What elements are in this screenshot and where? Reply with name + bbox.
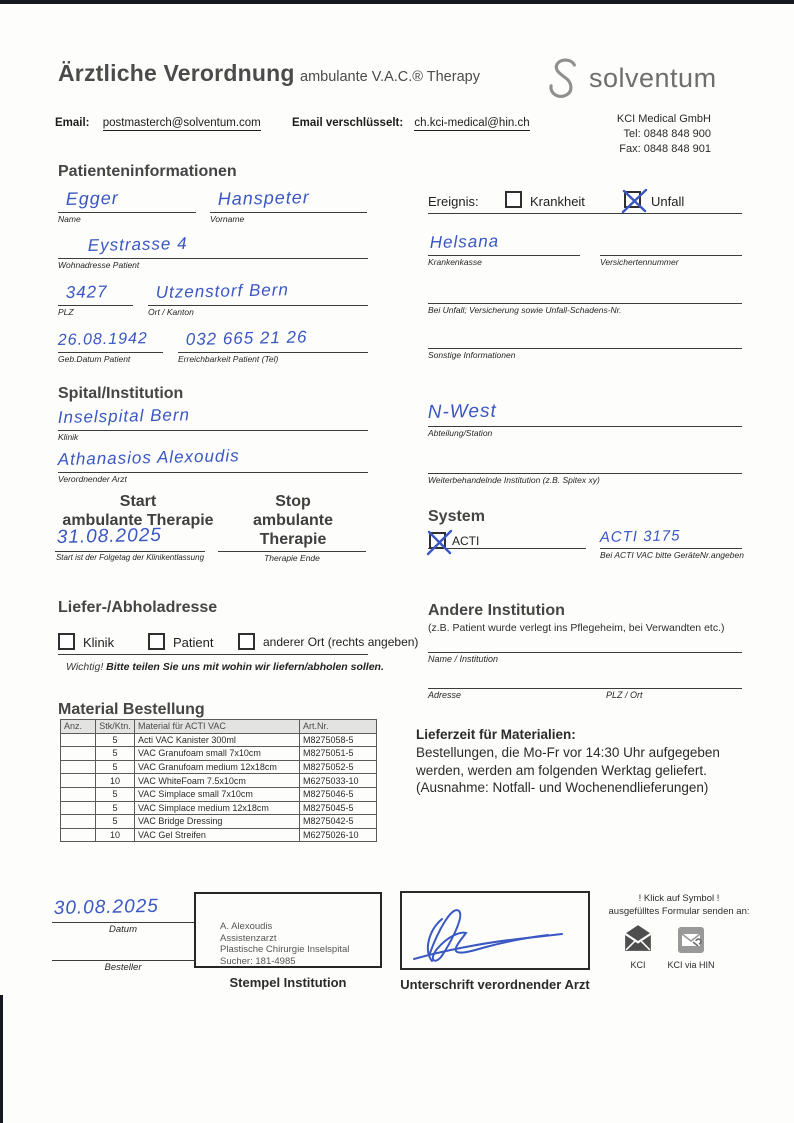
cell-material: VAC Simplace small 7x10cm (135, 787, 300, 801)
field-datum (52, 893, 194, 935)
field-versichertennummer (600, 229, 742, 267)
email-link[interactable]: postmasterch@solventum.com (102, 117, 261, 129)
handwritten-gebdatum: 26.08.1942 (57, 330, 149, 350)
material-table-header-row (61, 720, 377, 734)
col-header-stk: Stk/Ktn. (96, 720, 135, 734)
cell-material: VAC Granufoam small 7x10cm (135, 747, 300, 761)
field-geraetenr (599, 522, 744, 560)
cell-material: VAC Gel Streifen (135, 828, 300, 842)
email-encrypted-link[interactable]: ch.kci-medical@hin.ch (414, 117, 530, 129)
checkbox-unfall-label: Unfall (651, 194, 685, 209)
cell-material: Acti VAC Kanister 300ml (135, 733, 300, 747)
start-heading-line1: Start (119, 493, 157, 510)
checkbox-liefer-anderer-ort[interactable] (238, 633, 255, 650)
section-spital-heading: Spital/Institution (58, 385, 184, 402)
lieferzeit-line3: (Ausnahme: Notfall- und Wochenendlieferungen) (416, 780, 709, 795)
field-weiterbehandelnde (428, 447, 742, 485)
checkbox-acti[interactable] (429, 532, 446, 549)
handwritten-telefon: 032 665 21 26 (185, 327, 308, 350)
cell-material: VAC Bridge Dressing (135, 815, 300, 829)
cell-stk: 10 (96, 774, 135, 788)
company-fax: Fax: 0848 848 901 (619, 143, 711, 155)
col-header-artnr: Art.Nr. (300, 720, 377, 734)
section-system-heading: System (428, 508, 485, 525)
table-row (61, 828, 377, 842)
send-instructions (606, 893, 752, 918)
table-row (61, 760, 377, 774)
email-encrypted-label: Email verschlüsselt: (291, 117, 404, 129)
andere-subtitle: (z.B. Patient wurde verlegt ins Pflegeheim, bei Verwandten etc.) (428, 622, 725, 634)
table-row (61, 815, 377, 829)
field-label-geraetenr: Bei ACTI VAC bitte GeräteNr.angeben (600, 550, 744, 560)
handwritten-datum: 30.08.2025 (53, 895, 160, 920)
col-header-material: Material für ACTI VAC (135, 720, 300, 734)
field-krankenkasse (428, 229, 580, 267)
cell-stk: 5 (96, 747, 135, 761)
field-label-klinik: Klinik (58, 432, 79, 442)
kci-via-hin-envelope-icon[interactable] (677, 926, 705, 954)
field-start-therapie (55, 524, 205, 562)
field-unfall-schadens-nr (428, 277, 742, 315)
email-row (55, 117, 530, 129)
field-wohnadresse (58, 232, 368, 270)
handwritten-name: Egger (65, 187, 120, 210)
checkbox-liefer-klinik-label: Klinik (83, 635, 115, 650)
field-andere-name (428, 626, 742, 664)
table-row (61, 733, 377, 747)
acti-line (428, 548, 586, 549)
checkbox-liefer-anderer-ort-label: anderer Ort (rechts angeben) (263, 635, 419, 649)
field-label-andere-name: Name / Institution (428, 654, 499, 664)
solventum-s-icon (545, 53, 583, 103)
field-abteilung (427, 400, 742, 438)
field-label-plz: PLZ (58, 307, 74, 317)
cell-anz (61, 774, 96, 788)
handwritten-plz: 3427 (65, 282, 108, 303)
checkbox-liefer-patient[interactable] (148, 633, 165, 650)
cell-stk: 5 (96, 801, 135, 815)
lieferzeit-line2: werden, werden am folgenden Werktag geliefert. (416, 762, 707, 778)
company-name: KCI Medical GmbH (616, 113, 711, 125)
field-telefon (178, 326, 368, 364)
checkbox-acti-label: ACTI (452, 534, 480, 548)
cell-anz (61, 747, 96, 761)
cell-material: VAC WhiteFoam 7.5x10cm (135, 774, 300, 788)
scan-artifact-top (0, 0, 794, 4)
field-vorname (210, 186, 367, 224)
form-subtitle: ambulante V.A.C.® Therapy (300, 69, 480, 85)
field-label-telefon: Erreichbarkeit Patient (Tel) (178, 354, 279, 364)
field-klinik (57, 404, 368, 442)
cell-artnr: M8275045-5 (300, 801, 377, 815)
cell-stk: 5 (96, 760, 135, 774)
company-contact-block (545, 112, 711, 157)
cell-anz (61, 760, 96, 774)
handwritten-geraetenr: ACTI 3175 (599, 527, 681, 546)
col-header-anz: Anz. (61, 720, 96, 734)
table-row (61, 801, 377, 815)
checkbox-liefer-patient-label: Patient (173, 635, 214, 650)
table-row (61, 787, 377, 801)
cell-artnr: M8275046-5 (300, 787, 377, 801)
cell-artnr: M6275033-10 (300, 774, 377, 788)
field-label-unfall-schadens-nr: Bei Unfall; Versicherung sowie Unfall-Schadens-Nr. (428, 305, 622, 315)
field-label-sonstige-informationen: Sonstige Informationen (428, 350, 516, 360)
cell-artnr: M8275058-5 (300, 733, 377, 747)
handwritten-start-datum: 31.08.2025 (56, 524, 163, 549)
kci-envelope-icon[interactable] (623, 924, 653, 952)
liefer-note-prefix: Wichtig! (66, 661, 104, 673)
email-label: Email: (55, 117, 90, 129)
section-patient-heading: Patienteninformationen (58, 163, 237, 180)
ereignis-label: Ereignis: (428, 194, 479, 209)
liefer-note-text: Bitte teilen Sie uns mit wohin wir liefern/abholen sollen. (103, 661, 384, 673)
form-title: Ärztliche Verordnung (58, 60, 295, 86)
cell-anz (61, 787, 96, 801)
cell-stk: 5 (96, 815, 135, 829)
liefer-note (66, 661, 384, 673)
institution-stamp (194, 892, 382, 968)
stamp-line: Sucher: 181-4985 (220, 955, 296, 967)
field-label-stop: Therapie Ende (264, 553, 320, 563)
field-label-besteller: Besteller (104, 962, 142, 973)
section-andere-heading: Andere Institution (428, 602, 565, 619)
field-label-andere-plz: PLZ / Ort (606, 690, 643, 700)
lieferzeit-title: Lieferzeit für Materialien: (416, 727, 576, 742)
cell-stk: 5 (96, 787, 135, 801)
field-label-ort: Ort / Kanton (148, 307, 194, 317)
checkbox-check-mark (620, 187, 650, 215)
kci-icon-label: KCI (630, 960, 646, 970)
handwritten-abteilung: N-West (427, 400, 497, 424)
liefer-divider (58, 654, 368, 655)
cell-anz (61, 815, 96, 829)
field-label-krankenkasse: Krankenkasse (428, 257, 482, 267)
handwritten-ort: Utzenstorf Bern (155, 280, 290, 303)
checkbox-liefer-klinik[interactable] (58, 633, 75, 650)
cell-stk: 5 (96, 733, 135, 747)
field-label-wohnadresse: Wohnadresse Patient (58, 260, 140, 270)
solventum-logo (545, 53, 717, 103)
checkbox-check-mark (425, 528, 455, 556)
handwritten-wohnadresse: Eystrasse 4 (87, 233, 188, 256)
cell-anz (61, 801, 96, 815)
field-plz (58, 279, 133, 317)
field-label-verordnender-arzt: Verordnender Arzt (58, 474, 127, 484)
field-besteller (52, 933, 194, 973)
cell-artnr: M8275051-5 (300, 747, 377, 761)
field-label-gebdatum: Geb.Datum Patient (58, 354, 131, 364)
handwritten-vorname: Hanspeter (217, 187, 311, 210)
field-label-datum: Datum (109, 924, 137, 935)
section-material-heading: Material Bestellung (58, 701, 205, 718)
material-table (60, 719, 377, 842)
field-label-weiterbehandelnde: Weiterbehandelnde Institution (z.B. Spitex xy) (428, 475, 600, 485)
cell-material: VAC Simplace medium 12x18cm (135, 801, 300, 815)
send-line1: ! Klick auf Symbol ! (638, 893, 720, 904)
signature-scribble (402, 893, 587, 967)
start-heading-line2: ambulante Therapie (62, 512, 214, 529)
lieferzeit-body (416, 744, 720, 797)
field-label-andere-adresse: Adresse (428, 690, 462, 700)
ereignis-divider (428, 213, 742, 214)
stop-heading-line1: Stop (275, 493, 311, 510)
field-label-start: Start ist der Folgetag der Klinikentlassung (55, 553, 205, 562)
signature-box-label: Unterschrift verordnender Arzt (400, 977, 590, 992)
cell-artnr: M6275026-10 (300, 828, 377, 842)
field-andere-adresse (428, 662, 742, 700)
handwritten-arzt: Athanasios Alexoudis (57, 446, 240, 470)
stamp-box-label: Stempel Institution (229, 975, 347, 990)
field-stop-therapie (218, 524, 366, 563)
field-label-abteilung: Abteilung/Station (428, 428, 493, 438)
cell-artnr: M8275042-5 (300, 815, 377, 829)
send-line2: ausgefülltes Formular senden an: (608, 905, 750, 917)
handwritten-krankenkasse: Helsana (429, 231, 500, 253)
field-ort (148, 279, 368, 317)
field-label-versichertennummer: Versichertennummer (600, 257, 679, 267)
field-verordnender-arzt (57, 446, 368, 484)
cell-material: VAC Granufoam medium 12x18cm (135, 760, 300, 774)
company-tel: Tel: 0848 848 900 (623, 128, 711, 140)
lieferzeit-line1: Bestellungen, die Mo-Fr vor 14:30 Uhr aufgegeben (416, 745, 720, 760)
scan-artifact-left (0, 995, 3, 1123)
stamp-line: Assistenzarzt (220, 932, 277, 944)
stamp-line: A. Alexoudis (220, 921, 273, 932)
cell-anz (61, 828, 96, 842)
kci-via-hin-icon-label: KCI via HIN (667, 960, 715, 970)
stamp-line: Plastische Chirurgie Inselspital (220, 944, 350, 955)
table-row (61, 747, 377, 761)
field-label-name: Name (58, 214, 81, 224)
logo-wordmark: solventum (589, 62, 717, 93)
table-row (61, 774, 377, 788)
cell-stk: 10 (96, 828, 135, 842)
field-name (58, 186, 196, 224)
checkbox-krankheit[interactable] (505, 191, 522, 208)
cell-anz (61, 733, 96, 747)
field-gebdatum (57, 326, 163, 364)
stop-heading-line2: ambulante Therapie (252, 512, 333, 548)
section-liefer-heading: Liefer-/Abholadresse (58, 599, 218, 616)
checkbox-unfall[interactable] (624, 191, 641, 208)
field-sonstige-informationen (428, 322, 742, 360)
field-label-vorname: Vorname (210, 214, 245, 224)
cell-artnr: M8275052-5 (300, 760, 377, 774)
handwritten-klinik: Inselspital Bern (57, 405, 191, 428)
checkbox-krankheit-label: Krankheit (530, 194, 585, 209)
signature-box (400, 891, 590, 970)
